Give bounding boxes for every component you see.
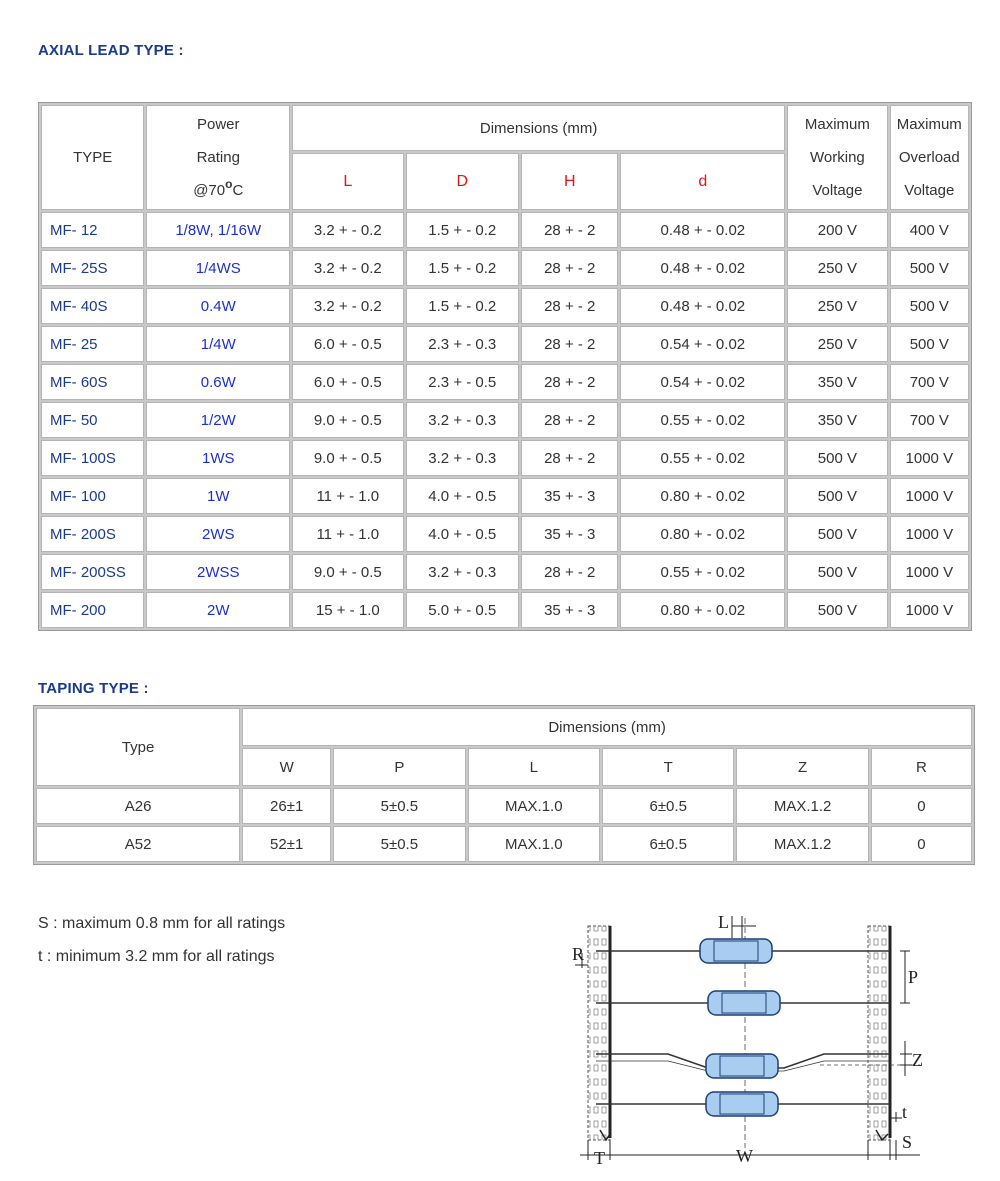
axial-cell-power: 2WS (146, 516, 290, 552)
axial-cell-L: 3.2 + - 0.2 (292, 250, 403, 286)
axial-cell-D: 2.3 + - 0.5 (406, 364, 519, 400)
resistor-2 (708, 991, 780, 1015)
taping-header-W: W (242, 748, 331, 786)
axial-cell-mov: 700 V (890, 402, 969, 438)
axial-cell-D: 3.2 + - 0.3 (406, 554, 519, 590)
header-max-overload-voltage (890, 105, 969, 210)
taping-cell-T: 6±0.5 (602, 826, 734, 862)
axial-cell-mwv: 500 V (787, 440, 887, 476)
axial-cell-d: 0.80 + - 0.02 (620, 478, 785, 514)
axial-cell-type: MF- 100 (41, 478, 144, 514)
taping-section-title: TAPING TYPE : (38, 680, 149, 697)
taping-cell-W: 52±1 (242, 826, 331, 862)
taping-header-P: P (333, 748, 465, 786)
axial-cell-type: MF- 40S (41, 288, 144, 324)
axial-cell-mwv: 350 V (787, 364, 887, 400)
axial-cell-H: 28 + - 2 (521, 440, 618, 476)
axial-cell-power: 1/2W (146, 402, 290, 438)
axial-cell-power: 1W (146, 478, 290, 514)
axial-cell-L: 9.0 + - 0.5 (292, 554, 403, 590)
axial-cell-mov: 1000 V (890, 440, 969, 476)
axial-row (41, 250, 969, 286)
axial-row (41, 592, 969, 628)
axial-cell-D: 1.5 + - 0.2 (406, 212, 519, 248)
axial-cell-L: 9.0 + - 0.5 (292, 402, 403, 438)
axial-cell-mwv: 500 V (787, 516, 887, 552)
taping-header-L: L (468, 748, 600, 786)
axial-cell-L: 15 + - 1.0 (292, 592, 403, 628)
dim-label-R: R (572, 944, 585, 964)
t-note: t : minimum 3.2 mm for all ratings (38, 948, 275, 965)
header-power-degree: o (225, 176, 233, 191)
axial-cell-mwv: 500 V (787, 592, 887, 628)
axial-cell-type: MF- 60S (41, 364, 144, 400)
dim-label-t: t (902, 1102, 908, 1122)
axial-cell-D: 4.0 + - 0.5 (406, 478, 519, 514)
axial-cell-D: 3.2 + - 0.3 (406, 402, 519, 438)
axial-cell-d: 0.54 + - 0.02 (620, 364, 785, 400)
axial-cell-H: 28 + - 2 (521, 212, 618, 248)
axial-row (41, 212, 969, 248)
header-mov-line2: Overload (898, 149, 960, 166)
leads (596, 951, 890, 1104)
axial-cell-power: 2WSS (146, 554, 290, 590)
axial-cell-mwv: 250 V (787, 326, 887, 362)
axial-cell-type: MF- 25S (41, 250, 144, 286)
axial-cell-type: MF- 12 (41, 212, 144, 248)
header-power-celsius: C (232, 181, 244, 199)
axial-cell-mov: 1000 V (890, 592, 969, 628)
resistor-4 (706, 1092, 778, 1116)
axial-cell-d: 0.54 + - 0.02 (620, 326, 785, 362)
axial-row (41, 440, 969, 476)
axial-row (41, 288, 969, 324)
axial-row (41, 554, 969, 590)
axial-cell-D: 5.0 + - 0.5 (406, 592, 519, 628)
dim-label-W: W (736, 1146, 753, 1166)
axial-cell-D: 1.5 + - 0.2 (406, 288, 519, 324)
axial-row (41, 478, 969, 514)
axial-cell-type: MF- 200 (41, 592, 144, 628)
taping-diagram (560, 908, 940, 1168)
right-tape (868, 926, 890, 1140)
taping-cell-Z: MAX.1.2 (736, 826, 868, 862)
taping-cell-R: 0 (871, 788, 972, 824)
axial-cell-power: 1/8W, 1/16W (146, 212, 290, 248)
axial-cell-power: 0.4W (146, 288, 290, 324)
axial-cell-L: 9.0 + - 0.5 (292, 440, 403, 476)
taping-cell-type: A26 (36, 788, 240, 824)
taping-cell-R: 0 (871, 826, 972, 862)
axial-cell-mov: 500 V (890, 250, 969, 286)
left-tape (588, 926, 610, 1140)
axial-lead-table (38, 102, 972, 631)
axial-cell-L: 6.0 + - 0.5 (292, 364, 403, 400)
axial-row (41, 516, 969, 552)
axial-row (41, 364, 969, 400)
taping-header-Z: Z (736, 748, 868, 786)
header-dim-L: L (292, 153, 403, 210)
axial-cell-mov: 500 V (890, 326, 969, 362)
axial-cell-type: MF- 50 (41, 402, 144, 438)
axial-cell-H: 35 + - 3 (521, 516, 618, 552)
axial-cell-mov: 1000 V (890, 516, 969, 552)
axial-cell-H: 28 + - 2 (521, 554, 618, 590)
axial-cell-mwv: 200 V (787, 212, 887, 248)
taping-header-dimensions: Dimensions (mm) (242, 708, 972, 746)
taping-cell-Z: MAX.1.2 (736, 788, 868, 824)
axial-cell-L: 6.0 + - 0.5 (292, 326, 403, 362)
dim-label-S: S (902, 1132, 913, 1152)
dim-label-P: P (908, 967, 919, 987)
taping-cell-W: 26±1 (242, 788, 331, 824)
header-dim-D: D (406, 153, 519, 210)
axial-cell-mwv: 500 V (787, 554, 887, 590)
axial-cell-d: 0.48 + - 0.02 (620, 288, 785, 324)
header-mwv-line1: Maximum (804, 116, 870, 133)
taping-header-R: R (871, 748, 972, 786)
taping-cell-L: MAX.1.0 (468, 826, 600, 862)
axial-cell-power: 2W (146, 592, 290, 628)
axial-cell-H: 28 + - 2 (521, 364, 618, 400)
axial-cell-d: 0.80 + - 0.02 (620, 516, 785, 552)
header-dim-H: H (521, 153, 618, 210)
axial-cell-mwv: 350 V (787, 402, 887, 438)
axial-section-title: AXIAL LEAD TYPE : (38, 42, 184, 59)
axial-cell-L: 11 + - 1.0 (292, 516, 403, 552)
axial-cell-mwv: 250 V (787, 250, 887, 286)
axial-cell-mov: 400 V (890, 212, 969, 248)
axial-cell-d: 0.55 + - 0.02 (620, 554, 785, 590)
taping-header-T: T (602, 748, 734, 786)
dim-label-Z: Z (912, 1050, 923, 1070)
axial-cell-type: MF- 25 (41, 326, 144, 362)
axial-cell-power: 1WS (146, 440, 290, 476)
axial-cell-mov: 1000 V (890, 554, 969, 590)
resistor-3 (706, 1054, 778, 1078)
axial-cell-L: 3.2 + - 0.2 (292, 212, 403, 248)
header-power-line3 (147, 174, 289, 208)
axial-cell-D: 2.3 + - 0.3 (406, 326, 519, 362)
header-type: TYPE (41, 105, 144, 210)
s-note: S : maximum 0.8 mm for all ratings (38, 915, 286, 932)
taping-cell-type: A52 (36, 826, 240, 862)
axial-cell-type: MF- 200S (41, 516, 144, 552)
axial-cell-H: 28 + - 2 (521, 250, 618, 286)
dim-label-T: T (594, 1148, 605, 1168)
header-power-line2: Rating (196, 148, 240, 166)
axial-cell-D: 1.5 + - 0.2 (406, 250, 519, 286)
axial-cell-power: 1/4WS (146, 250, 290, 286)
axial-cell-H: 28 + - 2 (521, 288, 618, 324)
axial-cell-mwv: 500 V (787, 478, 887, 514)
axial-cell-power: 1/4W (146, 326, 290, 362)
axial-cell-power: 0.6W (146, 364, 290, 400)
header-dimensions: Dimensions (mm) (292, 105, 785, 151)
taping-row (36, 788, 972, 824)
axial-cell-d: 0.55 + - 0.02 (620, 402, 785, 438)
taping-cell-P: 5±0.5 (333, 826, 465, 862)
axial-cell-L: 11 + - 1.0 (292, 478, 403, 514)
header-mov-line3: Voltage (904, 182, 955, 199)
header-dim-d: d (620, 153, 785, 210)
header-mov-line1: Maximum (896, 116, 962, 133)
header-power-line1: Power (196, 115, 240, 133)
taping-header-type: Type (36, 708, 240, 786)
axial-cell-d: 0.80 + - 0.02 (620, 592, 785, 628)
axial-cell-D: 3.2 + - 0.3 (406, 440, 519, 476)
axial-cell-d: 0.55 + - 0.02 (620, 440, 785, 476)
header-power-temp: @70 (193, 181, 226, 199)
taping-cell-L: MAX.1.0 (468, 788, 600, 824)
axial-cell-type: MF- 100S (41, 440, 144, 476)
axial-row (41, 402, 969, 438)
header-mwv-line3: Voltage (812, 182, 863, 199)
taping-table (33, 705, 975, 865)
dim-label-L: L (718, 912, 729, 932)
axial-cell-mov: 500 V (890, 288, 969, 324)
axial-cell-d: 0.48 + - 0.02 (620, 250, 785, 286)
axial-cell-H: 28 + - 2 (521, 402, 618, 438)
header-mwv-line2: Working (810, 149, 865, 166)
axial-cell-mwv: 250 V (787, 288, 887, 324)
axial-cell-type: MF- 200SS (41, 554, 144, 590)
header-max-working-voltage (787, 105, 887, 210)
taping-row (36, 826, 972, 862)
axial-cell-mov: 1000 V (890, 478, 969, 514)
resistor-1 (700, 939, 772, 963)
axial-cell-L: 3.2 + - 0.2 (292, 288, 403, 324)
axial-cell-H: 35 + - 3 (521, 478, 618, 514)
taping-cell-P: 5±0.5 (333, 788, 465, 824)
axial-cell-H: 35 + - 3 (521, 592, 618, 628)
header-power-rating (146, 105, 290, 210)
axial-cell-d: 0.48 + - 0.02 (620, 212, 785, 248)
taping-cell-T: 6±0.5 (602, 788, 734, 824)
axial-cell-D: 4.0 + - 0.5 (406, 516, 519, 552)
axial-cell-mov: 700 V (890, 364, 969, 400)
axial-row (41, 326, 969, 362)
axial-cell-H: 28 + - 2 (521, 326, 618, 362)
